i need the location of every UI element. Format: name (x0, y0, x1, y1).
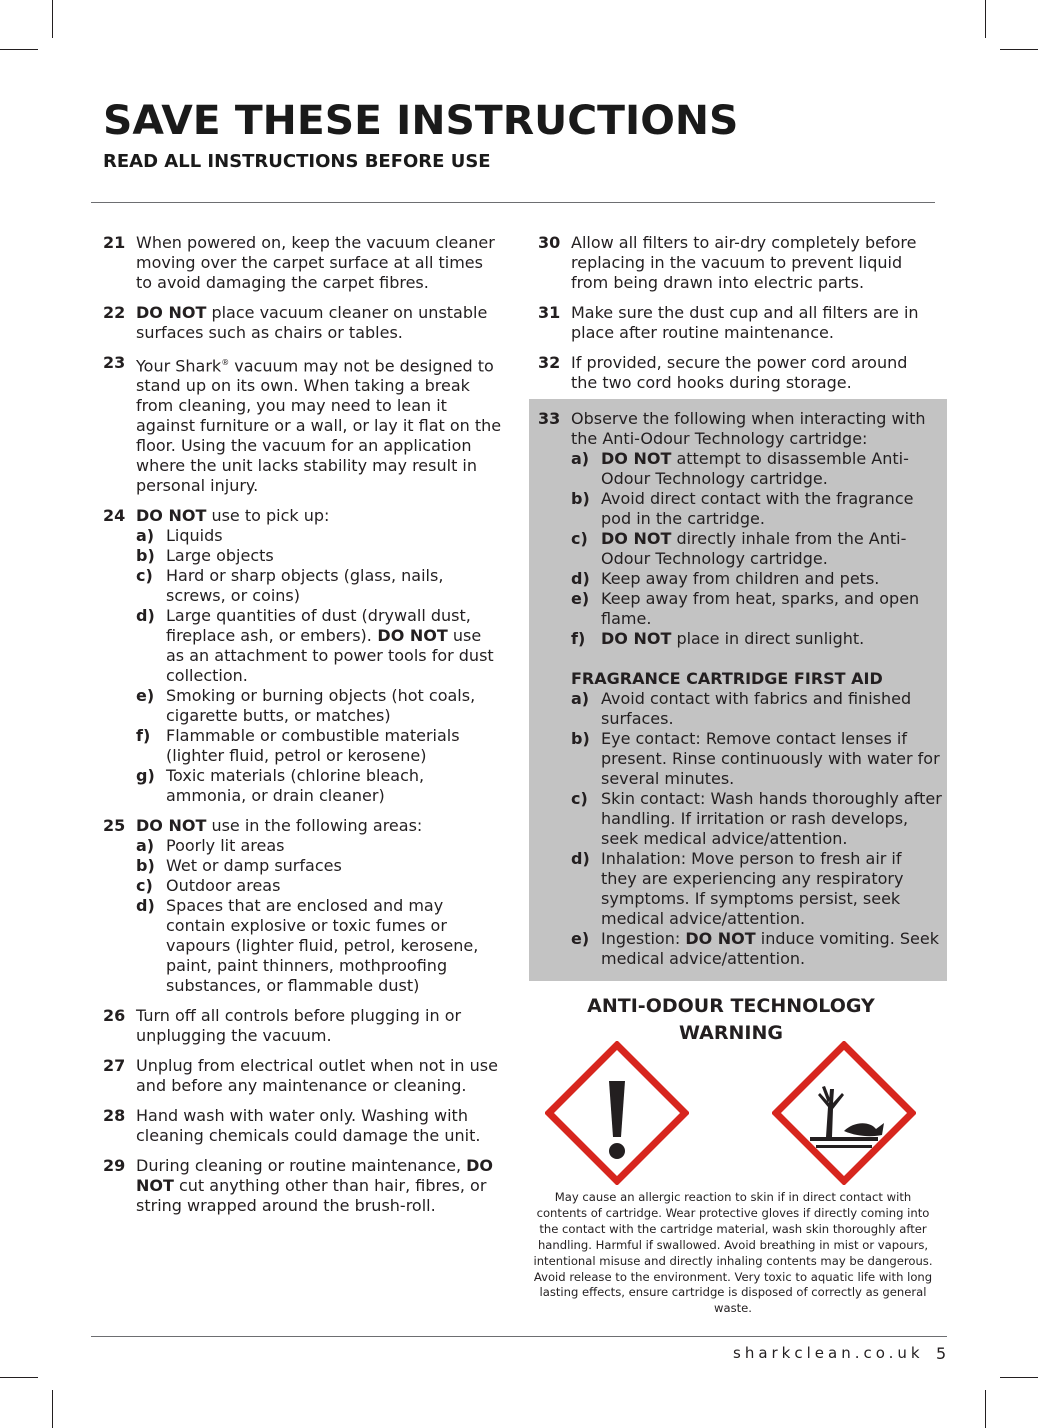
item-text: use in the following areas: (206, 816, 423, 836)
item-text: Make sure the dust cup and all filters are in place after routine maintenance. (571, 303, 919, 342)
sub-letter: g) (136, 766, 155, 786)
sub-item (136, 876, 503, 896)
crop-mark (0, 1377, 38, 1378)
sub-item (136, 686, 503, 726)
item-text: Observe the following when interacting with the Anti-Odour Technology cartridge: (571, 409, 926, 448)
sub-emphasis: DO NOT (601, 529, 672, 548)
sub-letter: a) (571, 689, 590, 708)
sub-text: Keep away from heat, sparks, and open flame. (601, 589, 920, 628)
item-emphasis: DO NOT (136, 816, 207, 836)
item-text: Your Shark (136, 356, 222, 376)
sub-item (571, 729, 942, 789)
sub-text: Large objects (166, 546, 274, 566)
item-number: 28 (103, 1106, 126, 1126)
sub-item (136, 726, 503, 766)
exclamation-mark-icon (545, 1041, 689, 1185)
sub-letter: b) (571, 729, 590, 748)
sub-letter: b) (136, 546, 155, 566)
footer-url: sharkclean.co.uk (733, 1344, 924, 1362)
instructions-right-column (538, 233, 938, 403)
sub-text: Smoking or burning objects (hot coals, cigarette butts, or matches) (166, 686, 476, 726)
environment-hazard-icon (772, 1041, 916, 1185)
item-text: If provided, secure the power cord around the two cord hooks during storage. (571, 353, 908, 392)
sub-text: Avoid contact with fabrics and finished surfaces. (601, 689, 912, 728)
item-text: Allow all filters to air-dry completely before replacing in the vacuum to prevent liquid from being drawn into electric parts. (571, 233, 917, 292)
instruction-item-31 (538, 303, 938, 343)
crop-mark (1000, 49, 1038, 50)
sub-item (136, 546, 503, 566)
page-subtitle: READ ALL INSTRUCTIONS BEFORE USE (103, 151, 491, 172)
sub-text: Outdoor areas (166, 876, 281, 896)
sub-text: Eye contact: Remove contact lenses if present. Rinse continuously with water for several minutes. (601, 729, 940, 788)
sub-letter: d) (136, 606, 155, 626)
sub-text: Inhalation: Move person to fresh air if they are experiencing any respiratory symptoms. If symptoms persist, seek medical advice/attention. (601, 849, 904, 928)
sub-letter: e) (571, 589, 590, 608)
sub-item (571, 489, 942, 529)
item-text: vacuum may not be designed to stand up on its own. When taking a break from cleaning, you may need to lean it against furniture or a wall, or lay it flat on the floor. Using the vacuum for an application where the unit lacks stability may result in personal injury. (136, 356, 502, 496)
sub-letter: d) (136, 896, 155, 916)
crop-mark (0, 49, 38, 50)
sub-item (571, 849, 942, 929)
sub-text: Large quantities of dust (drywall dust, fireplace ash, or embers). (166, 606, 471, 646)
sub-item (136, 526, 503, 546)
sub-letter: f) (136, 726, 151, 746)
sub-letter: d) (571, 849, 590, 868)
item-number: 31 (538, 303, 561, 322)
item-number: 30 (538, 233, 561, 252)
crop-mark (985, 1390, 986, 1428)
sub-item (136, 836, 503, 856)
instruction-item-30 (538, 233, 938, 293)
crop-mark (52, 1390, 53, 1428)
sub-letter: c) (136, 876, 153, 896)
item-emphasis: DO NOT (136, 1156, 494, 1196)
sub-emphasis: DO NOT (601, 449, 672, 468)
warning-text: May cause an allergic reaction to skin if in direct contact with contents of cartridge. Wear protective gloves if directly coming into the contact with the cartridge material, wash skin thoroughly after handling. Harmful if swallowed. Avoid breathing in mist or vapours, intentional misuse and directly inhaling contents may be dangerous. Avoid release to the environment. Very toxic to aquatic life with long lasting effects, ensure cartridge is disposed of correctly as general waste. (533, 1190, 933, 1316)
sub-text: attempt to disassemble Anti-Odour Technology cartridge. (601, 449, 909, 488)
sub-letter: e) (136, 686, 155, 706)
instruction-item-29 (103, 1156, 503, 1216)
sub-emphasis: DO NOT (601, 629, 672, 648)
sub-letter: c) (136, 566, 153, 586)
cartridge-instructions (538, 409, 942, 969)
page-title: SAVE THESE INSTRUCTIONS (103, 98, 739, 144)
sub-item (136, 606, 503, 686)
instruction-item-32 (538, 353, 938, 393)
sub-text: Hard or sharp objects (glass, nails, screws, or coins) (166, 566, 444, 606)
sub-letter: e) (571, 929, 590, 948)
sub-emphasis: DO NOT (371, 626, 448, 646)
instruction-item-22 (103, 303, 503, 343)
sub-text: Flammable or combustible materials (lighter fluid, petrol or kerosene) (166, 726, 460, 766)
instruction-item-33 (538, 409, 942, 969)
footer-divider (91, 1336, 947, 1337)
sub-text: directly inhale from the Anti-Odour Technology cartridge. (601, 529, 907, 568)
first-aid-heading: FRAGRANCE CARTRIDGE FIRST AID (571, 669, 883, 688)
sub-item (136, 566, 503, 606)
sub-letter: b) (571, 489, 590, 508)
sub-item (136, 766, 503, 806)
warning-title-line: WARNING (679, 1022, 783, 1044)
sub-item (571, 529, 942, 569)
sub-letter: b) (136, 856, 155, 876)
warning-title-line: ANTI-ODOUR TECHNOLOGY (587, 995, 875, 1017)
page-number: 5 (936, 1344, 947, 1363)
item-text: place vacuum cleaner on unstable surfaces such as chairs or tables. (136, 303, 488, 342)
sub-letter: a) (136, 836, 155, 856)
sub-letter: c) (571, 789, 588, 808)
sub-letter: d) (571, 569, 590, 588)
item-emphasis: DO NOT (136, 506, 207, 526)
sub-text: Keep away from children and pets. (601, 569, 880, 588)
item-number: 33 (538, 409, 561, 428)
sub-text: Poorly lit areas (166, 836, 285, 856)
sub-item (571, 929, 942, 969)
sub-text: Wet or damp surfaces (166, 856, 342, 876)
item-number: 21 (103, 233, 126, 252)
item-number: 25 (103, 816, 126, 836)
sub-text: place in direct sunlight. (671, 629, 865, 648)
item-emphasis: DO NOT (136, 303, 207, 322)
item-number: 23 (103, 353, 126, 372)
sub-text: induce vomiting. Seek medical advice/attention. (601, 929, 939, 968)
item-number: 29 (103, 1156, 126, 1176)
item-text: Hand wash with water only. Washing with cleaning chemicals could damage the unit. (136, 1106, 481, 1146)
sub-item (571, 789, 942, 849)
item-text: During cleaning or routine maintenance, (136, 1156, 467, 1176)
item-text: cut anything other than hair, fibres, or string wrapped around the brush-roll. (136, 1176, 487, 1216)
instruction-item-23 (103, 353, 503, 496)
item-number: 32 (538, 353, 561, 372)
sub-text: Liquids (166, 526, 223, 546)
sub-text: Spaces that are enclosed and may contain explosive or toxic fumes or vapours (lighter fluid, petrol, kerosene, paint, paint thinners, mothproofing substances, or flammable dust) (166, 896, 479, 996)
item-text: Turn off all controls before plugging in or unplugging the vacuum. (136, 1006, 462, 1046)
instruction-item-28 (103, 1106, 503, 1146)
crop-mark (985, 0, 986, 38)
sub-text: Toxic materials (chlorine bleach, ammonia, or drain cleaner) (166, 766, 425, 806)
sub-item (571, 449, 942, 489)
sub-item (571, 589, 942, 629)
sub-text: Ingestion: (601, 929, 686, 948)
warning-title (529, 993, 933, 1047)
instruction-item-25 (103, 816, 503, 996)
instruction-item-24 (103, 506, 503, 806)
sub-item (571, 569, 942, 589)
item-text: Unplug from electrical outlet when not in use and before any maintenance or cleaning. (136, 1056, 498, 1096)
item-number: 22 (103, 303, 126, 322)
sub-letter: a) (136, 526, 155, 546)
sub-letter: f) (571, 629, 586, 648)
item-number: 26 (103, 1006, 126, 1026)
sub-item (136, 856, 503, 876)
sub-emphasis: DO NOT (685, 929, 756, 948)
item-number: 27 (103, 1056, 126, 1076)
sub-text: use as an attachment to power tools for dust collection. (166, 626, 494, 686)
registered-mark: ® (221, 358, 230, 367)
instruction-item-26 (103, 1006, 503, 1046)
item-number: 24 (103, 506, 126, 526)
instructions-left-column (103, 233, 503, 1226)
item-text: When powered on, keep the vacuum cleaner moving over the carpet surface at all times to avoid damaging the carpet fibres. (136, 233, 495, 292)
instruction-item-27 (103, 1056, 503, 1096)
sub-item (571, 689, 942, 729)
item-text: use to pick up: (206, 506, 330, 526)
sub-item (571, 629, 942, 649)
crop-mark (1000, 1377, 1038, 1378)
sub-text: Avoid direct contact with the fragrance pod in the cartridge. (601, 489, 914, 528)
sub-letter: a) (571, 449, 590, 468)
header-divider (91, 202, 935, 203)
sub-item (136, 896, 503, 996)
sub-text: Skin contact: Wash hands thoroughly after handling. If irritation or rash develops, seek medical advice/attention. (601, 789, 942, 848)
instruction-item-21 (103, 233, 503, 293)
sub-letter: c) (571, 529, 588, 548)
crop-mark (52, 0, 53, 38)
